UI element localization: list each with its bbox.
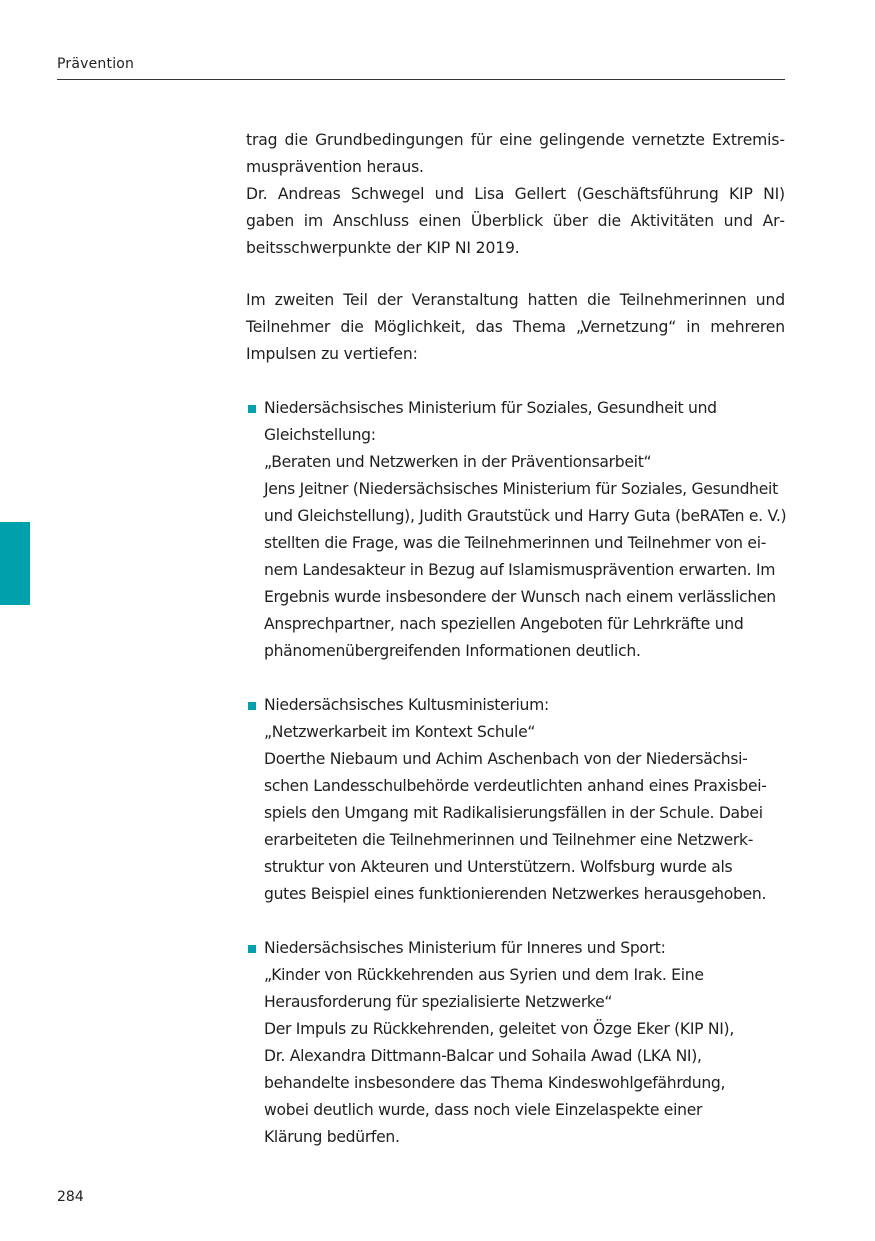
list-item-line: Niedersächsisches Ministerium für Inneres und Sport: (264, 939, 666, 957)
bullet-square-icon (248, 405, 256, 413)
bullet-square-icon (248, 702, 256, 710)
list-item-line: Niedersächsisches Kultusministerium: (264, 696, 549, 714)
list-item-line: Gleichstellung: (264, 426, 376, 444)
list-item-text (264, 935, 791, 1151)
header-rule (57, 79, 785, 80)
list-item-line: erarbeiteten die Teilnehmerinnen und Teilnehmer eine Netzwerk- (264, 831, 754, 849)
paragraph-intro (246, 127, 785, 262)
list-item-text (264, 395, 791, 665)
list-item-line: Herausforderung für spezialisierte Netzwerke“ (264, 993, 613, 1011)
list-item-line: Klärung bedürfen. (264, 1128, 400, 1146)
list-item-line: Niedersächsisches Ministerium für Soziales, Gesundheit und (264, 399, 717, 417)
list-item-line: Ansprechpartner, nach speziellen Angeboten für Lehrkräfte und (264, 615, 744, 633)
bullet-square-icon (248, 945, 256, 953)
list-item-line: Der Impuls zu Rückkehrenden, geleitet von Özge Eker (KIP NI), (264, 1020, 734, 1038)
list-item (246, 692, 791, 908)
list-item-line: „Beraten und Netzwerken in der Präventionsarbeit“ (264, 453, 652, 471)
list-item (246, 935, 791, 1151)
list-item-line: wobei deutlich wurde, dass noch viele Einzelaspekte einer (264, 1101, 703, 1119)
list-item-line: Doerthe Niebaum und Achim Aschenbach von der Niedersächsi- (264, 750, 748, 768)
list-item-line: struktur von Akteuren und Unterstützern. Wolfsburg wurde als (264, 858, 733, 876)
list-item-line: Jens Jeitner (Niedersächsisches Ministerium für Soziales, Gesundheit (264, 480, 778, 498)
list-item-line: stellten die Frage, was die Teilnehmerinnen und Teilnehmer von ei- (264, 534, 767, 552)
list-item-line: Ergebnis wurde insbesondere der Wunsch nach einem verlässlichen (264, 588, 776, 606)
list-item-line: phänomenübergreifenden Informationen deutlich. (264, 642, 641, 660)
chapter-side-tab (0, 522, 30, 605)
paragraph-second-part: Im zweiten Teil der Veranstaltung hatten die Teilnehmerinnen und Teilnehmer die Möglichkeit, das Thema „Vernetzung“ in mehreren Impulsen zu vertiefen: (246, 291, 785, 363)
list-item-line: „Netzwerkarbeit im Kontext Schule“ (264, 723, 536, 741)
list-item (246, 395, 791, 665)
paragraph-intro-part-1: trag die Grundbedingungen für eine gelingende vernetzte Extremismusprävention heraus. (246, 131, 785, 176)
page-number: 284 (57, 1189, 84, 1205)
list-item-line: „Kinder von Rückkehrenden aus Syrien und dem Irak. Eine (264, 966, 704, 984)
list-item-line: spiels den Umgang mit Radikalisierungsfällen in der Schule. Dabei (264, 804, 763, 822)
list-item-line: behandelte insbesondere das Thema Kindeswohlgefährdung, (264, 1074, 726, 1092)
list-item-line: gutes Beispiel eines funktionierenden Netzwerkes herausgehoben. (264, 885, 767, 903)
list-item-line: und Gleichstellung), Judith Grautstück und Harry Guta (beRATen e. V.) (264, 507, 787, 525)
paragraph-intro-part-2: Dr. Andreas Schwegel und Lisa Gellert (Geschäftsführung KIP NI) gaben im Anschluss einen Überblick über die Aktivitäten und Arbeitsschwerpunkte der KIP NI 2019. (246, 185, 785, 257)
list-item-line: Dr. Alexandra Dittmann-Balcar und Sohaila Awad (LKA NI), (264, 1047, 702, 1065)
list-item-line: schen Landesschulbehörde verdeutlichten anhand eines Praxisbei- (264, 777, 767, 795)
list-item-text (264, 692, 791, 908)
running-header-title: Prävention (57, 56, 135, 72)
list-item-line: nem Landesakteur in Bezug auf Islamismusprävention erwarten. Im (264, 561, 776, 579)
